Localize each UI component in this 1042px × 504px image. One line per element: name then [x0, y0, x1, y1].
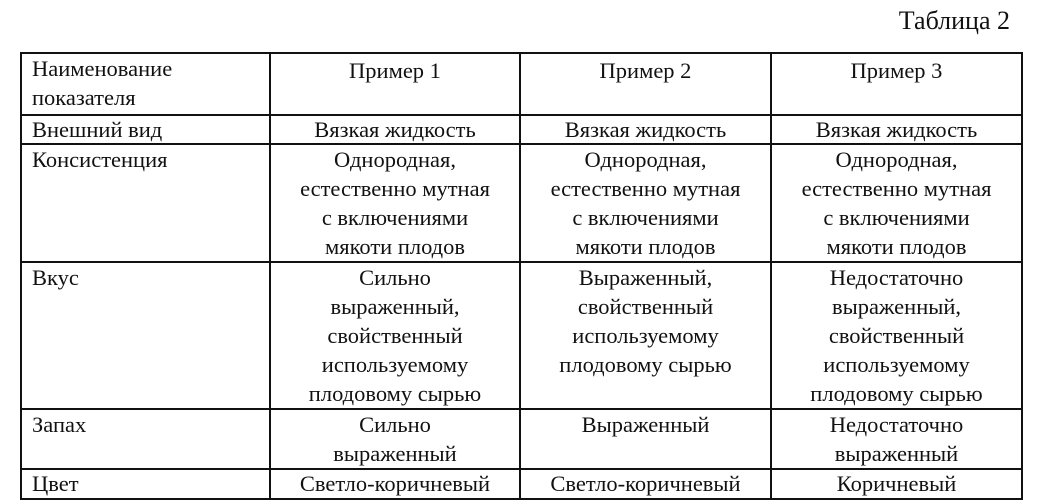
cell-example-2 [520, 262, 771, 409]
cell-line: Однородная, [334, 147, 456, 172]
table-caption: Таблица 2 [898, 6, 1010, 35]
row-label: Консистенция [21, 144, 270, 262]
row-label: Внешний вид [21, 115, 270, 144]
cell-line: мякоти плодов [324, 234, 466, 259]
cell-line: Вязкая жидкость [815, 117, 978, 142]
header-indicator-cell [21, 53, 270, 115]
cell-example-3 [771, 115, 1022, 144]
cell-line: Однородная, [835, 147, 958, 172]
cell-line: Сильно [359, 412, 431, 437]
cell-line: выраженный [834, 441, 959, 466]
row-label: Цвет [21, 469, 270, 499]
cell-line: естественно мутная [300, 176, 490, 201]
header-example-2: Пример 2 [520, 53, 771, 115]
row-label: Вкус [21, 262, 270, 409]
comparison-table [20, 52, 1023, 500]
cell-example-3 [771, 144, 1022, 262]
table-row-appearance [21, 115, 1022, 144]
cell-line: Коричневый [836, 471, 957, 496]
cell-line: свойственный [327, 323, 463, 348]
table-row-taste [21, 262, 1022, 409]
cell-line: Светло-коричневый [299, 471, 491, 496]
cell-line: плодовому сырью [810, 381, 983, 406]
cell-line: Недостаточно [829, 265, 964, 290]
cell-line: плодовому сырью [559, 352, 732, 377]
cell-line: с включениями [823, 205, 970, 230]
cell-line: выраженный, [831, 294, 962, 319]
cell-example-3 [771, 262, 1022, 409]
cell-line: Однородная, [584, 147, 707, 172]
header-indicator-line: показателя [32, 85, 136, 110]
cell-line: Светло-коричневый [550, 471, 741, 496]
cell-example-3 [771, 409, 1022, 469]
cell-example-1 [270, 409, 520, 469]
cell-line: с включениями [321, 205, 469, 230]
table-row-consistency [21, 144, 1022, 262]
row-label: Запах [21, 409, 270, 469]
cell-line: Выраженный [581, 412, 710, 437]
cell-line: используемому [823, 352, 970, 377]
cell-example-1 [270, 115, 520, 144]
header-example-1: Пример 1 [270, 53, 520, 115]
cell-line: свойственный [828, 323, 965, 348]
cell-line: Вязкая жидкость [314, 117, 476, 142]
cell-example-2 [520, 469, 771, 499]
cell-line: плодовому сырью [308, 381, 482, 406]
header-indicator-line: Наименование [32, 56, 173, 81]
cell-example-2 [520, 144, 771, 262]
cell-line: используемому [572, 323, 719, 348]
cell-example-1 [270, 469, 520, 499]
cell-line: Выраженный, [578, 265, 713, 290]
cell-line: мякоти плодов [575, 234, 716, 259]
cell-line: свойственный [577, 294, 714, 319]
cell-example-2 [520, 409, 771, 469]
cell-line: Недостаточно [829, 412, 964, 437]
table-row-smell [21, 409, 1022, 469]
cell-line: выраженный [333, 441, 457, 466]
cell-example-3 [771, 469, 1022, 499]
cell-line: Сильно [359, 265, 431, 290]
cell-line: естественно мутная [550, 176, 741, 201]
cell-line: мякоти плодов [826, 234, 967, 259]
header-example-3: Пример 3 [771, 53, 1022, 115]
table-row-color [21, 469, 1022, 499]
cell-example-2 [520, 115, 771, 144]
table-header-row [21, 53, 1022, 115]
cell-line: Вязкая жидкость [564, 117, 727, 142]
cell-line: используемому [321, 352, 469, 377]
cell-example-1 [270, 144, 520, 262]
cell-line: естественно мутная [801, 176, 992, 201]
cell-line: выраженный, [330, 294, 460, 319]
cell-line: с включениями [572, 205, 719, 230]
cell-example-1 [270, 262, 520, 409]
